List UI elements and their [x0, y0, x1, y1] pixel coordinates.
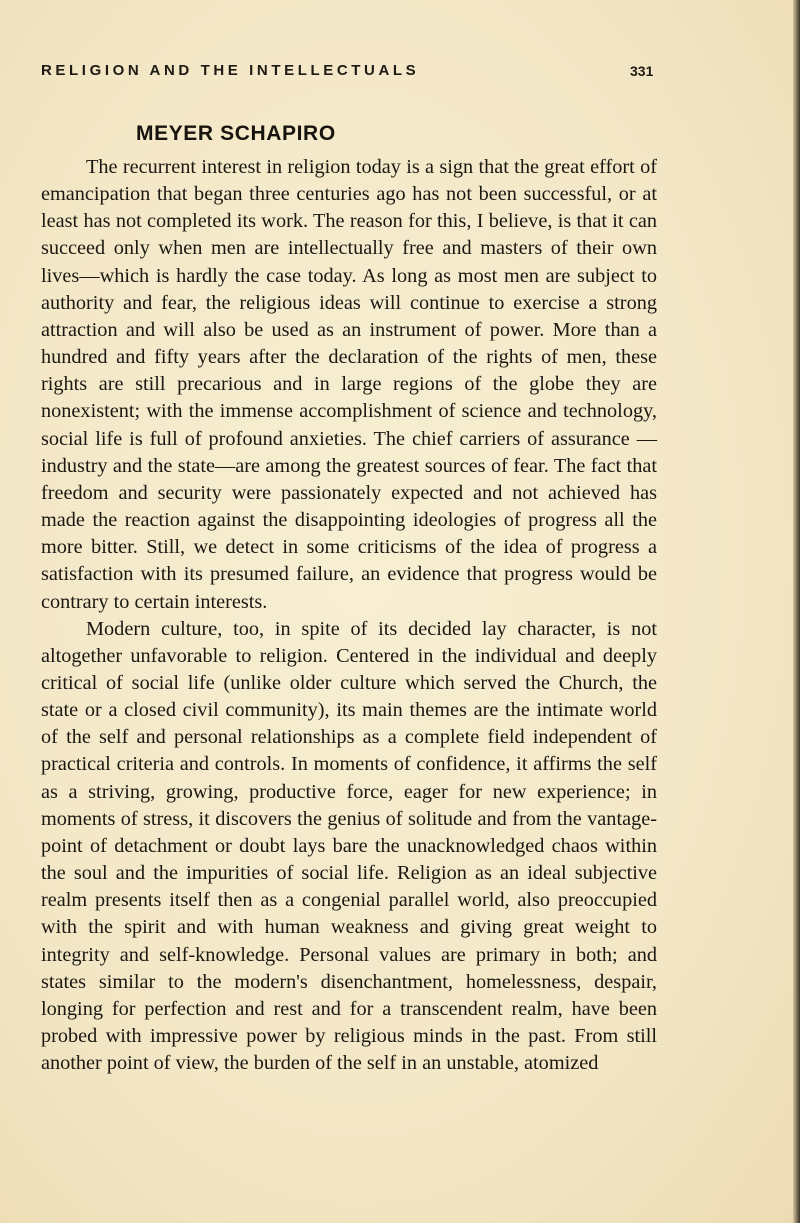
page-edge-shadow: [793, 0, 800, 1223]
body-text: [41, 154, 657, 1077]
paragraph-1: The recurrent interest in religion today is a sign that the great effort of emancipation that began three centuries ago has not been successful, or at least has not completed its work. The reason for this, I believe, is that it can succeed only when men are intellectually free and masters of their own lives—which is hardly the case today. As long as most men are subject to authority and fear, the religious ideas will continue to exercise a strong attraction and will also be used as an instrument of power. More than a hundred and fifty years after the declaration of the rights of men, these rights are still precarious and in large regions of the globe they are nonexistent; with the immense accomplishment of science and technology, social life is full of profound anxieties. The chief carriers of assurance —industry and the state—are among the greatest sources of fear. The fact that freedom and security were passionately expected and not achieved has made the reaction against the disappointing ideologies of progress all the more bitter. Still, we detect in some criticisms of the idea of progress a satisfaction with its presumed failure, an evidence that progress would be contrary to certain interests.: [41, 156, 657, 613]
section-author-heading: MEYER SCHAPIRO: [136, 122, 336, 145]
paragraph-2: Modern culture, too, in spite of its decided lay character, is not altogether unfavorable to religion. Centered in the individual and deeply critical of social life (unlike older culture which served the Church, the state or a closed civil community), its main themes are the intimate world of the self and personal relationships as a complete field independent of practical criteria and controls. In moments of confidence, it affirms the self as a striving, growing, productive force, eager for new experience; in moments of stress, it discovers the genius of solitude and from the vantage-point of detachment or doubt lays bare the unacknowledged chaos within the soul and the impurities of social life. Religion as an ideal subjective realm presents itself then as a congenial parallel world, also preoccupied with the spirit and with human weakness and giving great weight to integrity and self-knowledge. Personal values are primary in both; and states similar to the modern's disenchantment, homelessness, despair, longing for perfection and rest and for a transcendent realm, have been probed with impressive power by religious minds in the past. From still another point of view, the burden of the self in an unstable, atomized: [41, 617, 657, 1075]
page-number: 331: [630, 63, 654, 79]
running-head-title: RELIGION AND THE INTELLECTUALS: [41, 62, 420, 79]
